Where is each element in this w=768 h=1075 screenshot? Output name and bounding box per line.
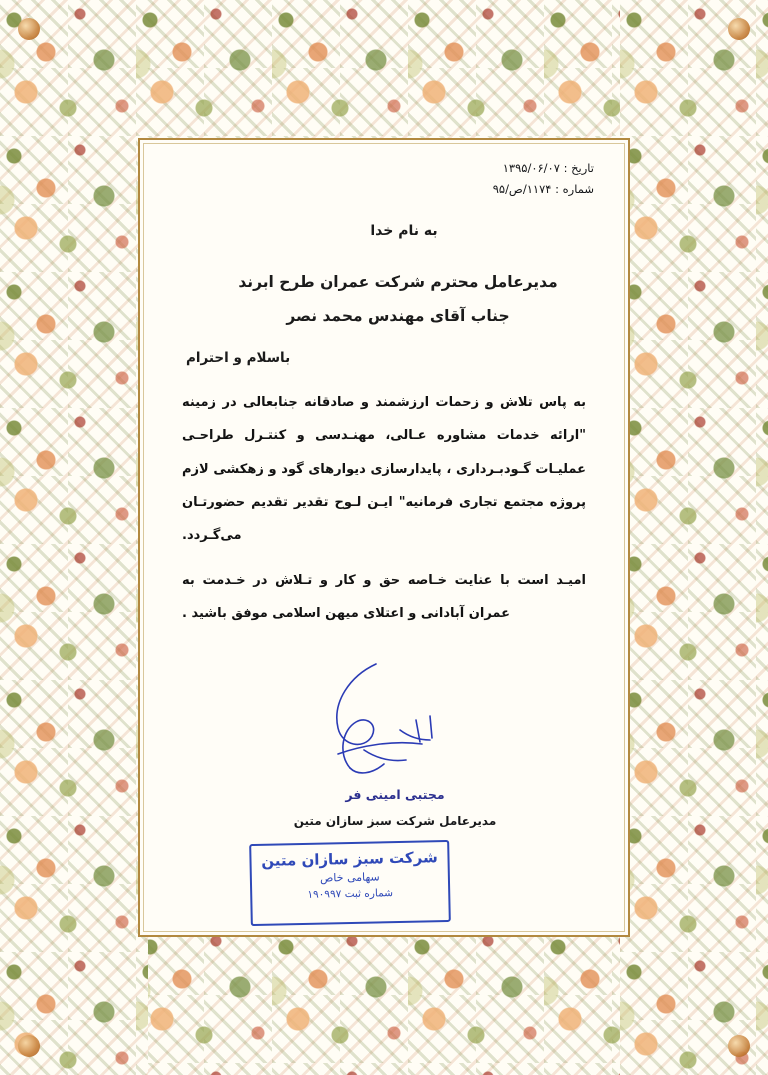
bismillah-heading: به نام خدا [370, 222, 438, 239]
corner-ornament-icon [18, 1035, 40, 1057]
company-stamp [249, 840, 451, 926]
signer-name: مجتبی امینی فر [345, 787, 445, 803]
handwritten-signature-icon [280, 658, 480, 788]
signature-area [168, 664, 600, 902]
salutation-text: باسلام و احترام [186, 350, 291, 367]
document-number: شماره : ۱۱۷۴/ص/۹۵ [492, 182, 594, 197]
stamp-company-name: شرکت سبز سازان متین [261, 848, 438, 871]
document-date: تاریخ : ۱۳۹۵/۰۶/۰۷ [502, 161, 594, 175]
body-paragraph-1: به پاس تلاش و زحمات ارزشمند و صادقانه جنابعالی در زمینه "ارائه خدمات مشاوره عـالی، مهنـدسی و کنتـرل طراحـی عملیـات گـودبـرداری ، پایدارسازی دیوارهای گود و زهکشی لازم پروژه مجتمع تجاری فرمانیه" ایـن لـوح تقدیر تقدیم حضورتـان می‌گـردد. [182, 395, 586, 543]
body-text [168, 386, 600, 630]
addressee-organization: مدیرعامل محترم شرکت عمران طرح ابرند [238, 272, 558, 291]
addressee-person: جناب آقای مهندس محمد نصر [286, 307, 510, 326]
addressee-block [196, 265, 600, 335]
stamp-registration-number: شماره ثبت ۱۹۰۹۹۷ [307, 887, 394, 902]
document-meta [429, 158, 594, 201]
border-band-left-icon [0, 0, 148, 1075]
border-band-right-icon [620, 0, 768, 1075]
corner-ornament-icon [728, 18, 750, 40]
stamp-company-type: سهامی خاص [319, 870, 380, 885]
signer-title: مدیرعامل شرکت سبز سازان متین [293, 813, 497, 828]
corner-ornament-icon [18, 18, 40, 40]
corner-ornament-icon [728, 1035, 750, 1057]
signer-block [280, 782, 510, 833]
document-content [152, 150, 616, 925]
body-paragraph-2: امیـد است با عنایت خـاصه حق و کار و تـلاش در خـدمت به عمران آبادانی و اعتلای میهن اسلامی موفق باشید . [182, 572, 586, 622]
